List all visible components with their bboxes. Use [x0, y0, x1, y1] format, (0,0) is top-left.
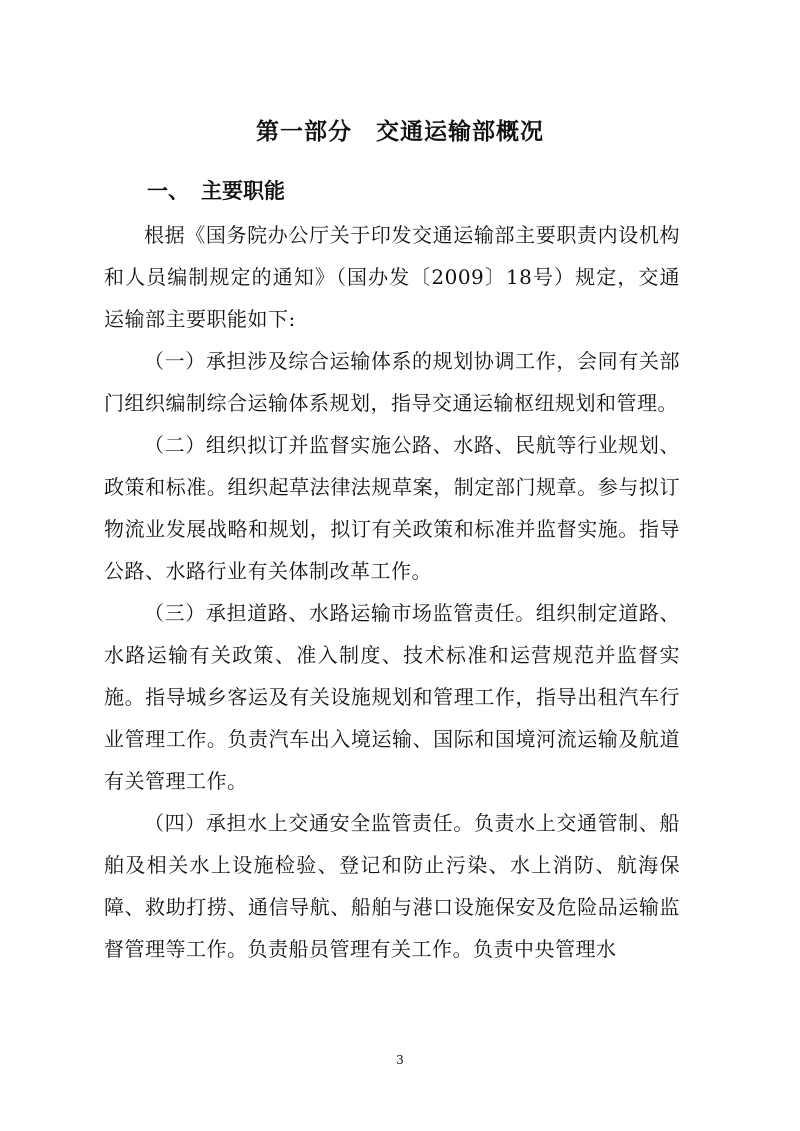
paragraph-intro: 根据《国务院办公厅关于印发交通运输部主要职责内设机构和人员编制规定的通知》（国办发〔2009〕18号）规定，交通运输部主要职能如下: [104, 223, 680, 331]
section-heading-text: 主要职能 [201, 179, 285, 203]
page-title: 第一部分 交通运输部概况 [256, 119, 544, 145]
body-text [104, 214, 680, 970]
paragraph-item-2: （二）组织拟订并监督实施公路、水路、民航等行业规划、政策和标准。组织起草法律法规草案，制定部门规章。参与拟订物流业发展战略和规划，拟订有关政策和标准并监督实施。指导公路、水路行业有关体制改革工作。 [104, 433, 680, 583]
paragraph-item-4: （四）承担水上交通安全监管责任。负责水上交通管制、船舶及相关水上设施检验、登记和防止污染、水上消防、航海保障、救助打捞、通信导航、船舶与港口设施保安及危险品运输监督管理等工作。负责船员管理有关工作。负责中央管理水 [104, 811, 680, 961]
paragraph-item-1: （一）承担涉及综合运输体系的规划协调工作，会同有关部门组织编制综合运输体系规划，指导交通运输枢纽规划和管理。 [104, 349, 680, 415]
section-number: 一、 [147, 179, 189, 203]
section-heading [147, 175, 285, 205]
paragraph-item-3: （三）承担道路、水路运输市场监管责任。组织制定道路、水路运输有关政策、准入制度、技术标准和运营规范并监督实施。指导城乡客运及有关设施规划和管理工作，指导出租汽车行业管理工作。负责汽车出入境运输、国际和国境河流运输及航道有关管理工作。 [104, 601, 680, 793]
page-number: 3 [396, 1053, 404, 1067]
